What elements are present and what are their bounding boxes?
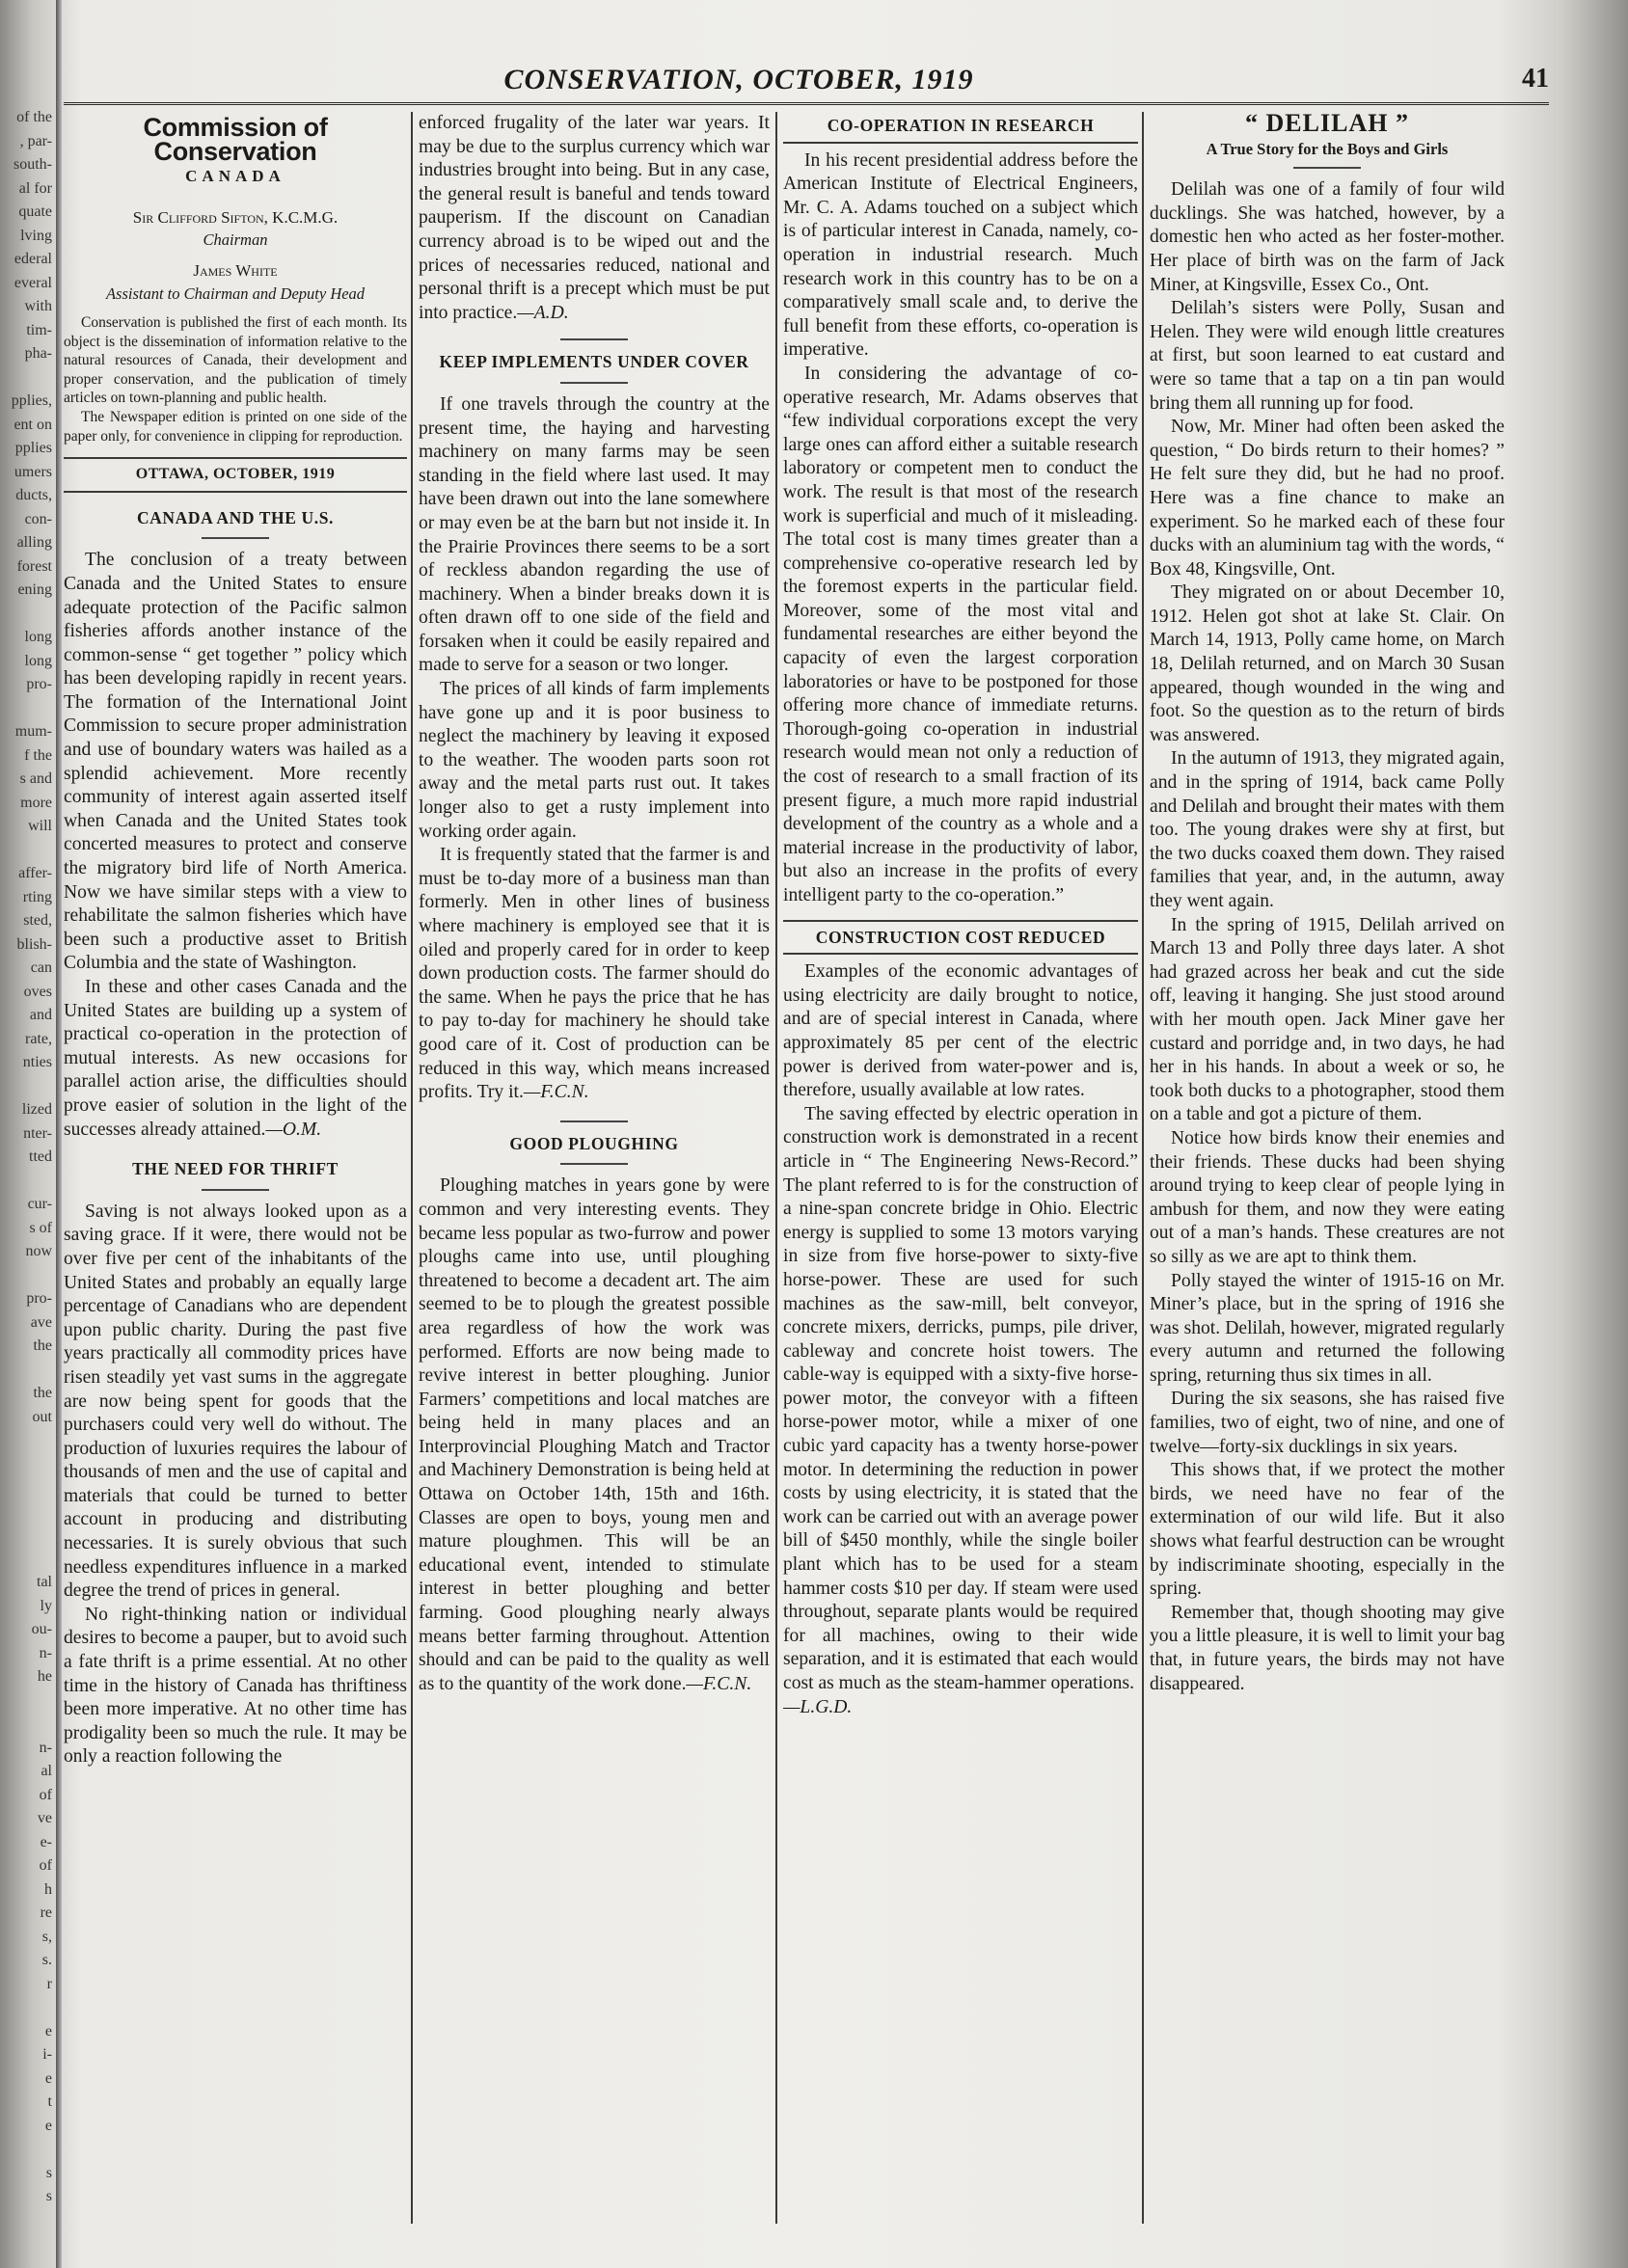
article-paragraph: Ploughing matches in years gone by were common and very interesting events. They became less popular as two-furrow and power ploughs came into use, until ploughing threatened to become a decadent art. The aim seemed to be to plough the greatest possible area regardless of how the work was performed. Efforts are now being made to revive interest in better ploughing. Junior Farmers’ competitions and local matches are being held in many places and an Interprovincial Ploughing Match and Tractor and Machinery Demonstration is being held at Ottawa on October 14th, 15th and 16th. Classes are open to boys, young men and mature ploughmen. This will be an educational event, intended to stimulate interest in better ploughing and better farming. Good ploughing nearly always means better farming throughout. Attention should and can be paid to the quality as well as to the quantity of the work done.—F.C.N. <box>419 1175 770 1694</box>
fragment-line: can <box>30 959 52 976</box>
fragment-line <box>0 1359 56 1383</box>
fragment-line: lized <box>21 1101 52 1118</box>
column-rule <box>775 112 777 2224</box>
story-paragraph: Notice how birds know their enemies and their friends. These ducks had been shying around trying to keep clear of people lying in ambush for them, and now they were eating out of a man’s hands. These creatures are not so silly as we are apt to think them. <box>1150 1127 1505 1267</box>
column-1 <box>64 112 407 2224</box>
fragment-line: e <box>44 2069 52 2087</box>
section-rule <box>560 338 628 340</box>
fragment-line: more <box>20 794 52 811</box>
fragment-line: quate <box>18 203 52 220</box>
fragment-line: and <box>29 1007 52 1023</box>
previous-page-fragment <box>0 106 58 2208</box>
fragment-line: s, <box>41 1928 52 1945</box>
column-4 <box>1150 112 1505 2224</box>
story-paragraph: In the autumn of 1913, they migrated again, and in the spring of 1914, back came Polly and Delilah and brought their mates with them too. The young drakes were shy at first, but the two ducks coaxed them down. They raised families that year, and, in the autumn, away they went again. <box>1150 748 1505 911</box>
fragment-line <box>0 697 56 721</box>
fragment-line: everal <box>14 274 52 291</box>
article-heading-construction: CONSTRUCTION COST REDUCED <box>783 920 1138 956</box>
fragment-line: tal <box>37 1574 52 1590</box>
article-paragraph: Examples of the economic advantages of using electricity are daily brought to notice, and are of special interest in Canada, where approximately 85 per cent of the electric power is derived from water-power and is, therefore, usually available at low rates. <box>783 961 1138 1101</box>
article-paragraph: In considering the advantage of co-operative research, Mr. Adams observes that “few individual corporations except the very large ones can afford either a suitable research laboratory or competent men to conduct the work. The result is that most of the research work is superficial and much of it misleading. The total cost is many times greater than a comprehensive co-operative research led by the foremost experts in the particular field. Moreover, some of the most vital and fundamental researches are either beyond the capacity of even the largest corporation laboratories or have to be postponed for those offering more chance of immediate returns. Thorough-going co-operation in industrial research would mean not only a reduction of the cost of research to a small fraction of its present figure, a much more rapid industrial development of the country as a whole and a material increase in the productivity of labor, but also an increase in the profits of every intelligent party to the co-operation.” <box>783 363 1138 905</box>
article-paragraph: Saving is not always looked upon as a saving grace. If it were, there would not be over five per cent of the inhabitants of the United States and probably an equally large percentage of Canadians who are dependent upon public charity. During the past five years practically all commodity prices have risen steadily yet vast sums in the aggregate are now being spent for goods that the purchasers could very well do without. The production of luxuries requires the labour of thousands of men and the use of capital and materials that could be turned to better account in producing and distributing necessaries. It is surely obvious that such needless expenditures influence in a marked degree the trend of prices in general. <box>64 1201 407 1602</box>
running-title: CONSERVATION, OCTOBER, 1919 <box>503 64 974 95</box>
heading-rule <box>560 1163 628 1165</box>
story-paragraph: Delilah was one of a family of four wild ducklings. She was hatched, however, by a domestic hen who acted as her foster-mother. Her place of birth was on the farm of Jack Miner, at Kingsville, Essex Co., Ont. <box>1150 179 1505 295</box>
fragment-line: s and <box>19 770 52 787</box>
article-paragraph: If one travels through the country at the present time, the haying and harvesting machinery on many farms may be seen standing in the field where last used. It may have been drawn out into the lane somewhere or may even be at the barn but not inside it. In the Prairie Provinces there seems to be a sort of reckless abandon regarding the use of machinery. When a binder breaks down it is often drawn off to one side of the field and forsaken when it could be easily repaired and made to serve for a season or two longer. <box>419 393 770 676</box>
story-title: “ DELILAH ” <box>1245 112 1409 137</box>
fragment-line: with <box>24 298 52 314</box>
article-paragraph: The conclusion of a treaty between Canada and the United States to ensure adequate protection of the Pacific salmon fisheries affords another instance of the common-sense “ get together ” policy which has been developing rapidly in recent years. The formation of the International Joint Commission to secure proper administration and use of boundary waters was hailed as a splendid achievement. More recently community of interest again asserted itself when Canada and the United States took concerted measures to protect and conserve the migratory bird life of North America. Now we have similar steps with a view to rehabilitate the salmon fisheries which have been such a productive asset to British Columbia and the state of Washington. <box>64 550 407 974</box>
article-heading-thrift: THE NEED FOR THRIFT <box>132 1159 339 1179</box>
article-paragraph-continued: enforced frugality of the later war years. It may be due to the surplus currency which war industries brought into being. But in any case, the general result is baneful and tends toward pauperism. If the discount on Canadian currency abroad is to be wiped out and the prices of necessaries reduced, national and personal thrift is a precept which must be put into practice.—A.D. <box>419 113 770 323</box>
fragment-line <box>0 1264 56 1288</box>
article-paragraph: In these and other cases Canada and the United States are building up a system of practical co-operation in the protection of mutual interests. As new occasions for parallel action arise, the difficulties should prove easier of solution in the light of the successes already attained.—O.M. <box>64 977 407 1140</box>
heading-rule <box>202 537 269 539</box>
fragment-line: n- <box>39 1739 52 1756</box>
column-2 <box>419 112 770 2224</box>
fragment-line <box>0 1476 56 1500</box>
heading-rule <box>560 382 628 384</box>
fragment-line: out <box>32 1408 52 1425</box>
fragment-line: ening <box>17 581 52 598</box>
fragment-line: , par- <box>19 132 52 149</box>
article-paragraph: The saving effected by electric operation in construction work is demonstrated in a recent article in “ The Engineering News-Record.” The plant referred to is for the construction of a nine-span concrete bridge in Ohio. Electric energy is supplied to some 13 motors varying in size from five horse-power to sixty-five horse-power. These are used for such machines as the saw-mill, belt conveyor, concrete mixers, derricks, pumps, pile driver, cableway and concrete hoist towers. The cable-way is equipped with a sixty-five horse-power motor, the conveyor with a fifteen horse-power motor, while a mixer of one cubic yard capacity has a twenty horse-power motor. In determining the reduction in power costs by using electricity, it is stated that the work can be carried out with an average power bill of $450 monthly, while the single boiler plant which has to be used for a steam hammer costs $10 per day. If steam were used throughout, separate plants would be required for all machines, owing to their wide separation, and it is estimated that each would cost as much as the steam-hammer operations. <box>783 1103 1138 1693</box>
fragment-line: umers <box>14 463 52 480</box>
fragment-line <box>0 1996 56 2020</box>
fragment-line: rting <box>22 888 52 905</box>
story-paragraph: Delilah’s sisters were Polly, Susan and Helen. They were wild enough little creatures at first, but soon learned to eat custard and were so tame that a tap on a tin pan would bring them all running up for food. <box>1150 298 1505 414</box>
article-heading-ploughing: GOOD PLOUGHING <box>509 1133 679 1153</box>
dateline: OTTAWA, OCTOBER, 1919 <box>64 457 407 493</box>
journal-page <box>64 50 1549 2239</box>
section-rule <box>560 1120 628 1122</box>
story-subtitle: A True Story for the Boys and Girls <box>1206 139 1449 158</box>
fragment-line: pplies <box>14 440 52 456</box>
fragment-line: ent on <box>14 416 52 433</box>
chairman-name: Sir Clifford Sifton, K.C.M.G. <box>132 207 339 227</box>
fragment-line: al <box>41 1763 52 1779</box>
chairman-role: Chairman <box>203 230 268 250</box>
fragment-line: pro- <box>26 1290 52 1307</box>
story-paragraph: During the six seasons, she has raised five families, two of eight, two of nine, and one of twelve—forty-six ducklings in six years. <box>1150 1389 1505 1457</box>
fragment-line: ly <box>40 1597 52 1614</box>
heading-rule <box>1293 167 1361 169</box>
story-paragraph: This shows that, if we protect the mother birds, we need have no fear of the extermination of our wild life. But it also shows what fearful destruction can be wrought by indiscriminate shooting, especially in the spring. <box>1150 1460 1505 1600</box>
article-signature: —A.D. <box>517 302 569 323</box>
article-paragraph: In his recent presidential address before the American Institute of Electrical Engineers, Mr. C. A. Adams touched on a subject which is of particular interest in Canada, namely, co-operation in industrial research. Much research work in this country has to be on a comparatively small scale and, to derive the full benefit from these efforts, co-operation is imperative. <box>783 149 1138 361</box>
heading-rule <box>202 1189 269 1191</box>
fragment-line: r <box>46 1975 52 1992</box>
article-signature: —O.M. <box>265 1119 322 1140</box>
fragment-line: con- <box>24 510 52 527</box>
fragment-line: s <box>45 2164 52 2181</box>
fragment-line: sted, <box>23 912 52 929</box>
fragment-line <box>0 1713 56 1737</box>
fragment-line: tted <box>29 1148 52 1165</box>
fragment-line <box>0 1548 56 1572</box>
fragment-line: pha- <box>24 345 52 362</box>
fragment-line <box>0 366 56 391</box>
column-rule <box>411 112 413 2224</box>
fragment-line: pro- <box>26 676 52 692</box>
fragment-line: mum- <box>14 723 52 740</box>
column-rule <box>1142 112 1144 2224</box>
fragment-line: he <box>37 1668 52 1685</box>
article-paragraph: It is frequently stated that the farmer is and must be to-day more of a business man than formerly. Men in other lines of business where machinery is employed see that it is oiled and properly cared for in order to keep down production costs. The farmer should do the same. When he pays the price that he has to pay to-day for machinery he should take good care of it. Cost of production can be reduced in this way, which means increased profits. Try it.—F.C.N. <box>419 845 770 1103</box>
article-signature: —L.G.D. <box>783 1696 853 1717</box>
fragment-line <box>0 1075 56 1099</box>
fragment-line: forest <box>16 557 52 575</box>
fragment-line: rate, <box>25 1030 52 1047</box>
fragment-line: affer- <box>18 865 52 881</box>
fragment-line <box>0 1170 56 1194</box>
fragment-line: e <box>44 2117 52 2134</box>
fragment-line: lving <box>20 227 52 244</box>
story-paragraph: In the spring of 1915, Delilah arrived on March 13 and Polly three days later. A shot had grazed across her beak and cut the side off, leaving it hanging. She just stood around with her mouth open. Jack Miner gave her custard and porridge and, in two days, he had her in his hands. In about a week or so, he took both ducks to a photographer, stood them on a table and got a picture of them. <box>1150 914 1505 1125</box>
fragment-line: e <box>44 2022 52 2039</box>
fragment-line: of <box>39 1857 52 1874</box>
fragment-line <box>0 603 56 627</box>
fragment-line: i- <box>42 2046 52 2063</box>
running-head <box>64 64 1549 105</box>
fragment-line: n- <box>39 1644 52 1661</box>
fragment-line: ou- <box>31 1621 52 1637</box>
fragment-line: of <box>39 1786 52 1803</box>
fragment-line: blish- <box>16 935 52 953</box>
assistant-role: Assistant to Chairman and Deputy Head <box>105 284 366 303</box>
fragment-line: nties <box>22 1054 52 1070</box>
fragment-line: re <box>40 1904 52 1921</box>
fragment-line: h <box>44 1880 52 1898</box>
article-paragraph: No right-thinking nation or individual desires to become a pauper, but to avoid such a fate thrift is a prime essential. At no other time in the history of Canada has thriftiness been more imperative. At no other time has prodigality been so much the rule. It may be only a reaction following the <box>64 1604 407 1768</box>
fragment-line: pplies, <box>11 392 52 409</box>
assistant-name: James White <box>193 261 278 281</box>
fragment-line <box>0 1453 56 1477</box>
fragment-line: long <box>24 629 52 645</box>
fragment-line: cur- <box>27 1196 52 1212</box>
masthead-country: CANADA <box>185 167 285 186</box>
newspaper-edition-note: The Newspaper edition is printed on one side of the paper only, for convenience in clipping for reproduction. <box>64 408 407 445</box>
fragment-line: ducts, <box>15 487 52 503</box>
fragment-line: ave <box>30 1313 52 1331</box>
fragment-line: ve <box>37 1810 52 1826</box>
fragment-line: of the <box>16 109 52 125</box>
fragment-line <box>0 1689 56 1714</box>
fragment-line: long <box>24 652 52 669</box>
fragment-line <box>0 2138 56 2162</box>
fragment-line: the <box>33 1337 52 1354</box>
story-paragraph: Polly stayed the winter of 1915-16 on Mr. Miner’s place, but in the spring of 1916 she was shot. Delilah, however, migrated regularly every autumn and returned the following spring, returning thus six times in all. <box>1150 1270 1505 1386</box>
fragment-line: south- <box>14 156 52 173</box>
article-heading-implements: KEEP IMPLEMENTS UNDER COVER <box>439 352 749 372</box>
story-paragraph: Now, Mr. Miner had often been asked the question, “ Do birds return to their homes? ” He felt sure they did, but he had no proof. Here was a fine chance to make an experiment. So he marked each of these four ducks with an aluminium tag with the words, “ Box 48, Kingsville, Ont. <box>1150 417 1505 580</box>
fragment-line: e- <box>40 1833 52 1850</box>
fragment-line: will <box>28 818 52 834</box>
fragment-line <box>0 839 56 863</box>
fragment-line: ederal <box>14 251 52 267</box>
fragment-line: t <box>47 2093 52 2110</box>
article-signature: —F.C.N. <box>523 1082 589 1103</box>
fragment-line: s. <box>41 1952 52 1968</box>
page-gutter <box>56 0 62 2268</box>
fragment-line: the <box>33 1385 52 1401</box>
story-paragraph: Remember that, though shooting may give you a little pleasure, it is well to limit your bag that, in future years, the birds may not have disappeared. <box>1150 1602 1505 1694</box>
fragment-line: al for <box>18 179 52 197</box>
article-paragraph: The prices of all kinds of farm implements have gone up and it is poor business to neglect the machinery by leaving it exposed to the weather. The wooden parts soon rot away and the metal parts rust out. It takes longer also to get a rusty implement into working order again. <box>419 679 770 842</box>
fragment-line: now <box>25 1243 52 1259</box>
fragment-line: s of <box>29 1219 52 1236</box>
fragment-line: nter- <box>23 1124 52 1142</box>
fragment-line: f the <box>24 746 52 764</box>
fragment-line: alling <box>16 534 52 551</box>
fragment-line: tim- <box>26 321 52 338</box>
article-signature: —F.C.N. <box>686 1673 752 1694</box>
fragment-line <box>0 1524 56 1548</box>
fragment-line: s <box>45 2188 52 2204</box>
masthead-title: Commission of Conservation <box>143 113 328 166</box>
story-paragraph: They migrated on or about December 10, 1912. Helen got shot at lake St. Clair. On March 14, 1913, Polly came home, on March 18, Delilah returned, and on March 30 Susan appeared, though wounded in the wing and foot. So the question as to the return of birds was answered. <box>1150 582 1505 745</box>
fragment-line <box>0 1500 56 1525</box>
fragment-line <box>0 1429 56 1453</box>
article-heading-canada-us: CANADA AND THE U.S. <box>136 507 335 527</box>
page-number: 41 <box>1522 64 1549 94</box>
fragment-line: oves <box>23 983 52 1000</box>
column-3 <box>783 112 1138 2224</box>
publication-note: Conservation is published the first of each month. Its object is the dissemination of information relative to the natural resources of Canada, their development and proper conservation, and the publication of timely articles on town-planning and public health. <box>64 313 407 407</box>
article-heading-research: CO-OPERATION IN RESEARCH <box>783 114 1138 144</box>
